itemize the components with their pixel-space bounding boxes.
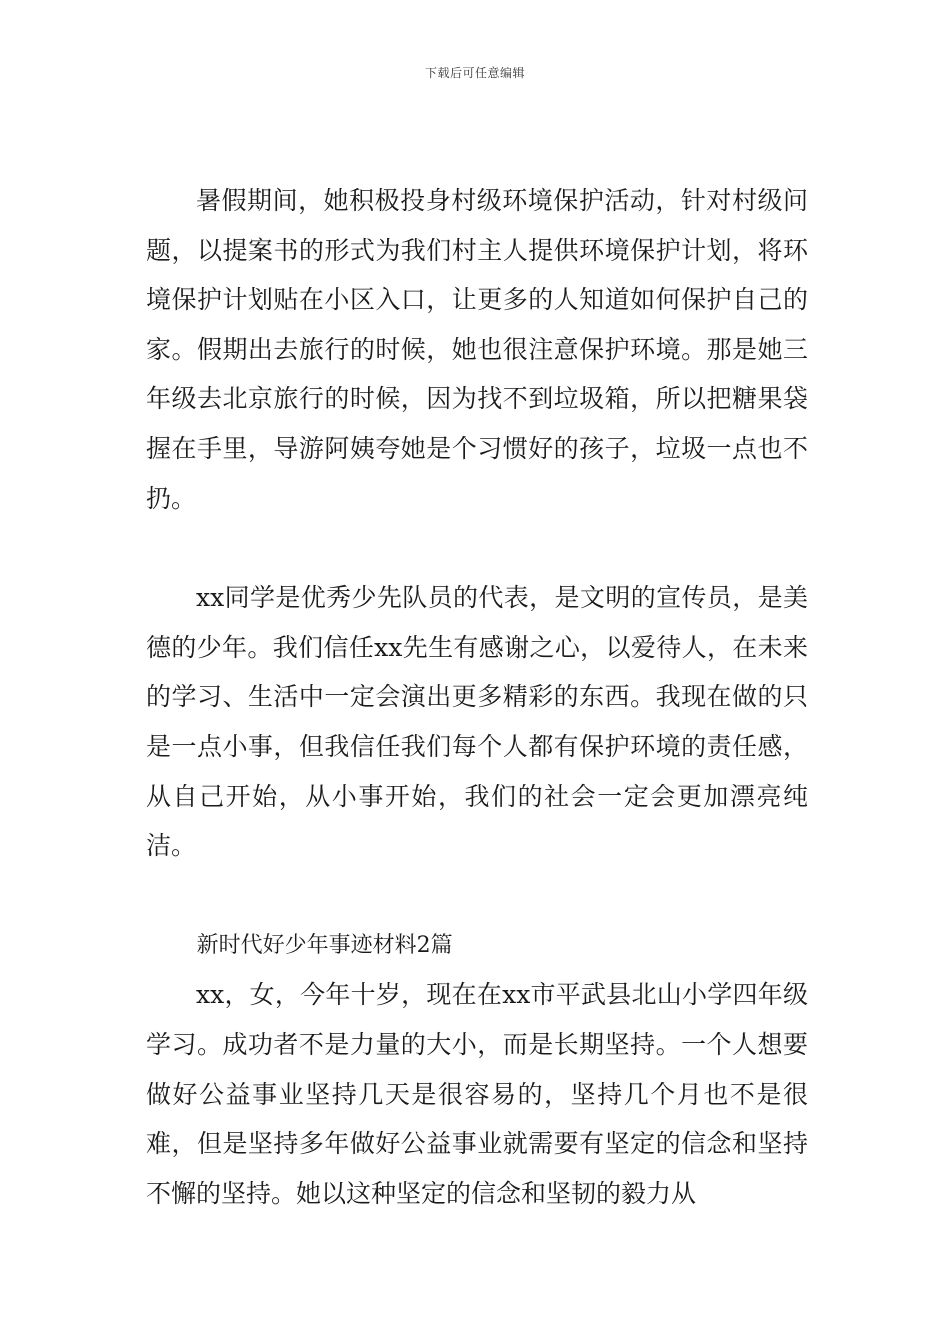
paragraph-environment-activities: 暑假期间，她积极投身村级环境保护活动，针对村级问题，以提案书的形式为我们村主人提供环境保护计划，将环境保护计划贴在小区入口，让更多的人知道如何保护自己的家。假期出去旅行的时候，她也很注意保护环境。那是她三年级去北京旅行的时候，因为找不到垃圾箱，所以把糖果袋握在手里，导游阿姨夸她是个习惯好的孩子，垃圾一点也不扔。 (146, 186, 808, 513)
paragraph-section-intro: xx，女，今年十岁，现在在xx市平武县北山小学四年级学习。成功者不是力量的大小，而是长期坚持。一个人想要做好公益事业坚持几天是很容易的，坚持几个月也不是很难，但是坚持多年做好公益事业就需要有坚定的信念和坚持不懈的坚持。她以这种坚定的信念和坚韧的毅力从 (146, 980, 808, 1208)
page-header: 下载后可任意编辑 (424, 66, 525, 80)
paragraph-gap (146, 523, 808, 573)
paragraph-gap (146, 871, 808, 921)
section-heading: 新时代好少年事迹材料2篇 (196, 932, 453, 958)
paragraph-student-praise: xx同学是优秀少先队员的代表，是文明的宣传员，是美德的少年。我们信任xx先生有感谢之心，以爱待人，在未来的学习、生活中一定会演出更多精彩的东西。我现在做的只是一点小事，但我信任我们每个人都有保护环境的责任感，从自己开始，从小事开始，我们的社会一定会更加漂亮纯洁。 (146, 583, 808, 861)
document-body (146, 176, 808, 1218)
